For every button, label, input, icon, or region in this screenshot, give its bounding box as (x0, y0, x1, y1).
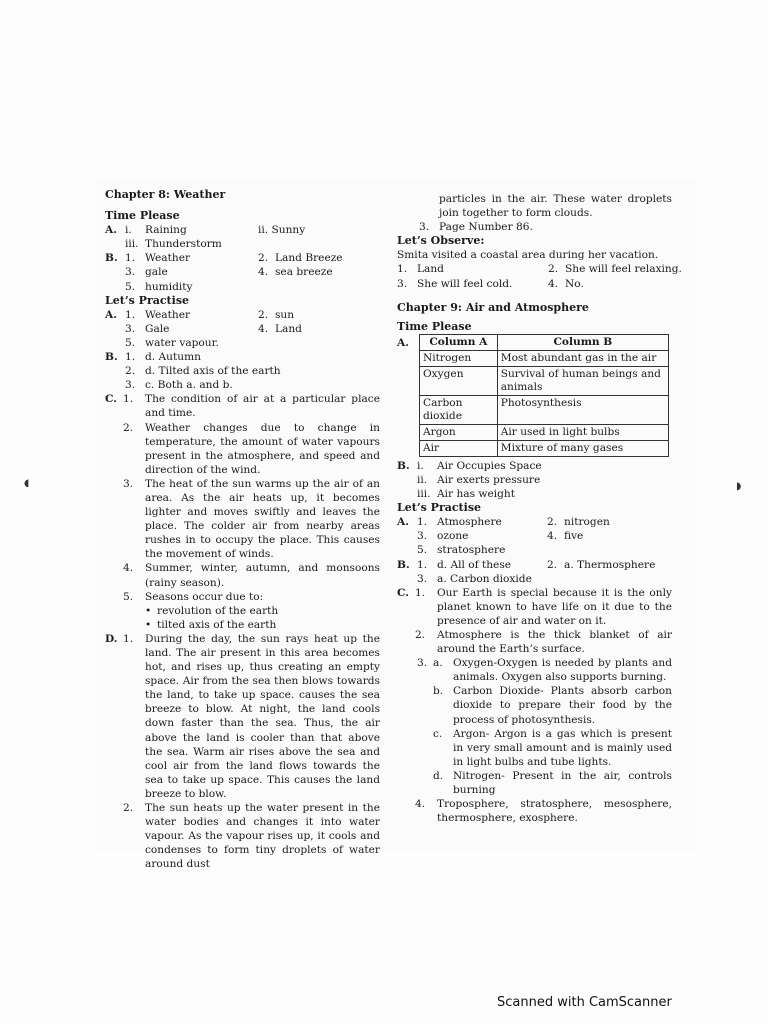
answer-paragraph (397, 586, 672, 628)
answer-text: stratosphere (437, 544, 506, 557)
answer-row (397, 473, 672, 487)
answer-paragraph (397, 192, 672, 220)
answer-text: She will feel relaxing. (565, 263, 682, 276)
item-number: 5. (125, 336, 136, 349)
column-header: Column B (497, 334, 668, 350)
answer-row (105, 251, 380, 265)
answer-text: particles in the air. These water droplets join together to form clouds. (439, 193, 672, 220)
answer-text: Summer, winter, autumn, and monsoons (rainy season). (145, 562, 380, 589)
answer-text: Air exerts pressure (437, 473, 541, 486)
item-number: 1. (125, 308, 136, 321)
item-number: 2. (415, 628, 426, 641)
answer-paragraph (105, 477, 380, 562)
item-number: 3. (417, 530, 428, 543)
item-number: 2. (123, 421, 134, 434)
item-number: 1. (417, 516, 428, 529)
answer-text: Thunderstorm (145, 238, 222, 251)
answer-row (105, 322, 380, 336)
table-row (420, 395, 669, 424)
table-cell: Survival of human beings and animals (497, 366, 668, 395)
question-label: D. (105, 632, 118, 645)
item-number: ii. (417, 473, 428, 486)
answer-text: Atmosphere is the thick blanket of air around the Earth’s surface. (437, 628, 672, 656)
answer-row (105, 237, 380, 251)
answer-row (397, 277, 672, 291)
item-number: 2. (258, 308, 269, 321)
answer-text: Atmosphere (437, 516, 502, 529)
question-label: A. (397, 516, 409, 529)
answer-row (105, 364, 380, 378)
item-number: 3. (417, 572, 428, 585)
item-number: 2. (123, 802, 134, 815)
item-number: i. (125, 224, 132, 237)
answer-text: Weather (145, 308, 191, 321)
match-table-block (397, 334, 672, 457)
answer-row (105, 280, 380, 294)
answer-row (397, 459, 672, 473)
item-number: iii. (125, 238, 139, 251)
item-number: 3. (417, 657, 428, 670)
bullet-item: • revolution of the earth (105, 604, 380, 618)
item-number: 1. (125, 252, 136, 265)
answer-row (105, 350, 380, 364)
answer-text: She will feel cold. (417, 277, 513, 290)
answer-text: nitrogen (564, 516, 610, 529)
answer-row (397, 487, 672, 501)
answer-text: Carbon Dioxide- Plants absorb carbon dioxide to prepare their food by the process of photosynthesis. (453, 685, 672, 726)
lets-practise-heading: Let’s Practise (105, 293, 190, 307)
question-label: A. (397, 336, 409, 349)
item-number: 2. (547, 558, 558, 571)
answer-row (397, 572, 672, 586)
answer-row (105, 378, 380, 392)
answer-text: Land (275, 322, 302, 335)
answer-text: The condition of air at a particular place and time. (145, 393, 380, 420)
answer-text: a. Carbon dioxide (437, 572, 532, 585)
left-column (105, 188, 380, 872)
answer-text: Raining (145, 224, 187, 237)
answer-row (105, 223, 380, 237)
answer-paragraph (105, 392, 380, 420)
item-number: 4. (123, 562, 134, 575)
right-column (397, 192, 682, 825)
item-number: 4. (258, 266, 269, 279)
item-number: 4. (415, 798, 426, 811)
answer-text: No. (565, 277, 584, 290)
answer-paragraph (397, 656, 672, 684)
lets-observe-heading: Let’s Observe: (397, 234, 485, 248)
scanner-watermark: Scanned with CamScanner (497, 995, 672, 1010)
answer-row (397, 543, 672, 557)
answer-text: a. Thermosphere (564, 558, 656, 571)
answer-text: sun (275, 308, 295, 321)
answer-text: humidity (145, 280, 193, 293)
table-cell: Most abundant gas in the air (497, 350, 668, 366)
item-number: 4. (547, 530, 558, 543)
question-label: A. (105, 224, 117, 237)
answer-paragraph (105, 632, 380, 801)
page-edge-mark-icon: ◖ (24, 478, 30, 489)
table-cell: Nitrogen (420, 350, 498, 366)
answer-text: d. Autumn (145, 351, 201, 364)
table-row (420, 424, 669, 440)
column-header: Column A (420, 334, 498, 350)
question-label: B. (397, 558, 410, 571)
answer-text: Troposphere, stratosphere, mesosphere, thermosphere, exosphere. (437, 798, 672, 825)
chapter-9-title: Chapter 9: Air and Atmosphere (397, 300, 589, 314)
table-row (420, 366, 669, 395)
answer-text: ozone (437, 530, 469, 543)
answer-text: five (564, 530, 584, 543)
item-number: 5. (123, 590, 134, 603)
answer-row (397, 558, 672, 572)
table-cell: Photosynthesis (497, 395, 668, 424)
answer-paragraph (105, 421, 380, 477)
answer-paragraph (105, 590, 380, 604)
answer-text: Weather (145, 252, 191, 265)
chapter-8-title: Chapter 8: Weather (105, 188, 226, 201)
question-label: C. (105, 393, 117, 406)
table-cell: Oxygen (420, 366, 498, 395)
answer-text: sea breeze (275, 266, 333, 279)
match-table (419, 334, 669, 457)
answer-text: Page Number 86. (439, 221, 533, 234)
time-please-heading: Time Please (105, 209, 180, 223)
answer-text: Air has weight (437, 488, 515, 501)
item-number: 1. (397, 263, 408, 276)
answer-text: The heat of the sun warms up the air of an area. As the air heats up, it becomes lighter and moves swiftly and leaves the place. The colder air from nearby areas rushes in to occupy the place. This causes the movement of winds. (145, 477, 380, 561)
item-number: 1. (123, 632, 134, 645)
answer-text: d. Tilted axis of the earth (145, 365, 281, 378)
answer-row (397, 515, 672, 529)
answer-text: ii. Sunny (258, 224, 306, 237)
table-cell: Air used in light bulbs (497, 424, 668, 440)
table-header-row (420, 334, 669, 350)
answer-text: Weather changes due to change in temperature, the amount of water vapours present in the atmosphere, and speed and direction of the wind. (145, 421, 380, 476)
item-number: 1. (417, 558, 428, 571)
item-number: 3. (125, 266, 136, 279)
table-cell: Mixture of many gases (497, 440, 668, 456)
answer-text: Seasons occur due to: (145, 590, 264, 603)
answer-paragraph (397, 628, 672, 656)
question-label: B. (105, 351, 118, 364)
item-number: 3. (125, 379, 136, 392)
item-number: 2. (548, 263, 559, 276)
answer-paragraph (397, 769, 672, 797)
table-row (420, 350, 669, 366)
page-edge-mark-icon: ◗ (736, 481, 742, 492)
item-number: 4. (548, 277, 559, 290)
answer-row (397, 529, 672, 543)
item-number: 3. (123, 477, 134, 490)
item-number: 5. (125, 280, 136, 293)
table-cell: Argon (420, 424, 498, 440)
sub-item-letter: b. (433, 685, 444, 698)
lets-practise-heading: Let’s Practise (397, 501, 482, 515)
item-number: 2. (125, 365, 136, 378)
sub-item-letter: a. (433, 657, 443, 670)
item-number: 1. (415, 586, 426, 599)
item-number: 3. (125, 322, 136, 335)
answer-row (105, 265, 380, 279)
answer-paragraph (397, 797, 672, 825)
answer-text: d. All of these (437, 558, 512, 571)
bullet-item: • tilted axis of the earth (105, 618, 380, 632)
answer-paragraph (105, 561, 380, 589)
sub-item-letter: d. (433, 769, 444, 782)
table-cell: Air (420, 440, 498, 456)
answer-paragraph (397, 684, 672, 726)
answer-row (397, 262, 682, 276)
item-number: iii. (417, 488, 431, 501)
answer-paragraph (397, 727, 672, 769)
table-row (420, 440, 669, 456)
answer-text: gale (145, 266, 168, 279)
item-number: 2. (258, 252, 269, 265)
answer-text: Land Breeze (275, 252, 343, 265)
answer-text: The sun heats up the water present in the water bodies and changes it into water vapour. As the vapour rises up, it cools and condenses to form tiny droplets of water around dust (145, 802, 380, 871)
item-number: 1. (123, 393, 134, 406)
answer-text: During the day, the sun rays heat up the land. The air present in this area becomes hot, and rises up, thus creating an empty space. Air from the sea then blows towards the land, to take up space. causes the sea breeze to blow. At night, the land cools down faster than the sea. Thus, the air above the land is cooler than that above the sea. Warm air rises above the sea and cool air from the land flows towards the sea to take up space. This causes the land breeze to blow. (145, 632, 380, 800)
answer-row (105, 308, 380, 322)
question-label: B. (397, 459, 410, 472)
answer-text: Air Occupies Space (437, 459, 542, 472)
question-label: C. (397, 586, 409, 599)
answer-text: Land (417, 263, 444, 276)
answer-row (105, 336, 380, 350)
item-number: 4. (258, 322, 269, 335)
answer-paragraph (397, 220, 672, 234)
question-label: A. (105, 308, 117, 321)
item-number: 2. (547, 516, 558, 529)
observe-intro: Smita visited a coastal area during her vacation. (397, 249, 659, 262)
sub-item-letter: c. (433, 727, 443, 740)
answer-paragraph (105, 801, 380, 871)
answer-text: Oxygen-Oxygen is needed by plants and animals. Oxygen also supports burning. (453, 657, 672, 684)
table-cell: Carbon dioxide (420, 395, 498, 424)
time-please-heading: Time Please (397, 319, 472, 333)
answer-text: water vapour. (145, 336, 219, 349)
item-number: 3. (397, 277, 408, 290)
answer-text: Nitrogen- Present in the air, controls burning (453, 769, 672, 796)
question-label: B. (105, 252, 118, 265)
answer-text: c. Both a. and b. (145, 379, 233, 392)
answer-text: Our Earth is special because it is the only planet known to have life on it due to the presence of air and water on it. (437, 586, 672, 627)
item-number: 5. (417, 544, 428, 557)
item-number: 3. (419, 221, 430, 234)
answer-text: Gale (145, 322, 170, 335)
item-number: i. (417, 459, 424, 472)
item-number: 1. (125, 351, 136, 364)
answer-text: Argon- Argon is a gas which is present in very small amount and is mainly used in light bulbs and tube lights. (453, 727, 672, 768)
